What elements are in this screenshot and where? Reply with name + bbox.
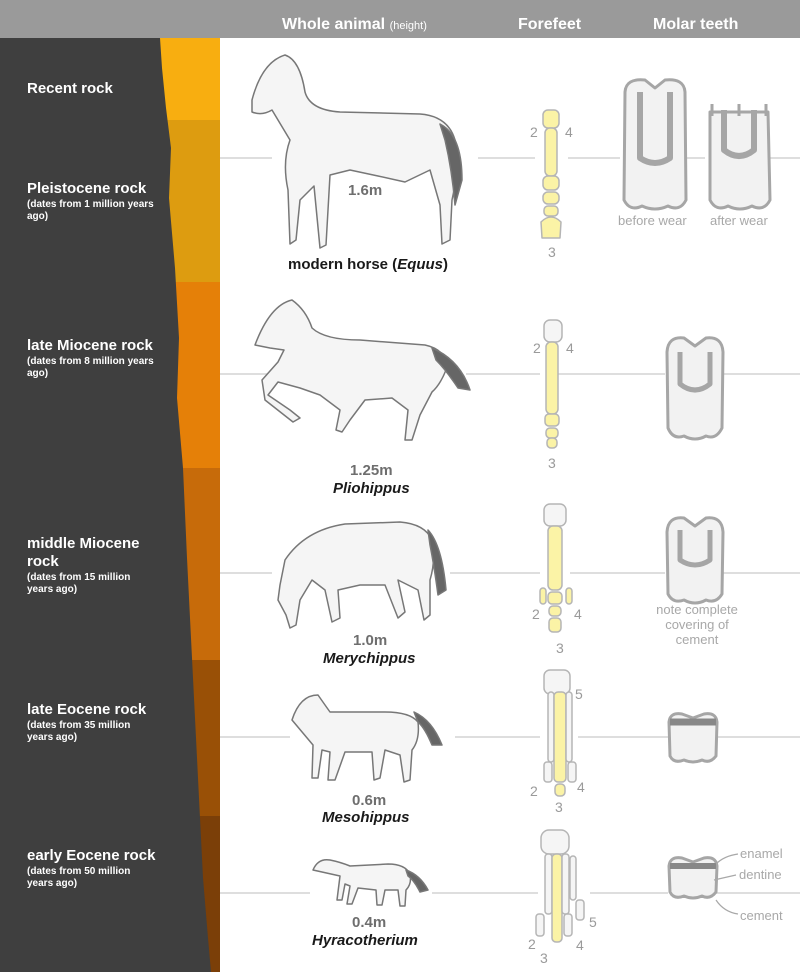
digit-label: 4 bbox=[574, 606, 582, 622]
horse-equus-drawing bbox=[252, 55, 462, 248]
height-mesohippus: 0.6m bbox=[352, 792, 387, 809]
digit-label: 2 bbox=[533, 340, 541, 356]
molar-equus-before-wear bbox=[624, 80, 686, 209]
digit-label: 4 bbox=[566, 340, 574, 356]
fossil-drawings bbox=[220, 38, 800, 972]
species-pliohippus: Pliohippus bbox=[333, 480, 410, 497]
note-cement: cement bbox=[740, 908, 783, 923]
forefoot-pliohippus-bones bbox=[544, 320, 562, 448]
species-mesohippus: Mesohippus bbox=[322, 809, 410, 826]
note-dentine: dentine bbox=[739, 867, 782, 882]
rock-label-pleistocene: Pleistocene rock (dates from 1 million years ago) bbox=[27, 180, 154, 222]
note-after-wear: after wear bbox=[710, 213, 768, 228]
molar-hyracotherium bbox=[669, 858, 717, 898]
note-enamel: enamel bbox=[740, 846, 783, 861]
rock-label-middle-miocene: middle Miocene rock (dates from 15 million years ago) bbox=[27, 535, 140, 595]
digit-label: 4 bbox=[576, 937, 584, 953]
forefoot-hyracotherium-bones bbox=[536, 830, 584, 942]
note-before-wear: before wear bbox=[618, 213, 687, 228]
digit-label: 2 bbox=[528, 936, 536, 952]
digit-label: 3 bbox=[540, 950, 548, 966]
molar-pliohippus bbox=[667, 338, 723, 439]
forefoot-equus-bones bbox=[541, 110, 561, 238]
species-equus: modern horse (Equus) bbox=[288, 256, 449, 273]
species-merychippus: Merychippus bbox=[323, 650, 416, 667]
digit-label: 5 bbox=[575, 686, 583, 702]
forefoot-merychippus-bones bbox=[540, 504, 572, 632]
molar-merychippus bbox=[667, 518, 723, 603]
horse-hyracotherium-drawing bbox=[313, 860, 428, 906]
forefoot-mesohippus-bones bbox=[544, 670, 576, 796]
header-whole-animal: Whole animal (height) bbox=[282, 16, 427, 33]
note-cement-covering: note complete covering of cement bbox=[656, 602, 738, 647]
rock-label-late-miocene: late Miocene rock (dates from 8 million years ago) bbox=[27, 337, 154, 379]
horse-pliohippus-drawing bbox=[255, 300, 470, 440]
molar-equus-after-wear bbox=[710, 104, 770, 209]
digit-label: 2 bbox=[532, 606, 540, 622]
rock-label-recent: Recent rock bbox=[27, 80, 113, 97]
digit-label: 4 bbox=[565, 124, 573, 140]
height-merychippus: 1.0m bbox=[353, 632, 388, 649]
horse-merychippus-drawing bbox=[278, 522, 446, 628]
rock-label-late-eocene: late Eocene rock (dates from 35 million years ago) bbox=[27, 701, 147, 743]
species-hyracotherium: Hyracotherium bbox=[312, 932, 418, 949]
digit-label: 2 bbox=[530, 124, 538, 140]
digit-label: 5 bbox=[589, 914, 597, 930]
digit-label: 3 bbox=[556, 640, 564, 656]
rock-strata-column bbox=[0, 38, 220, 972]
digit-label: 4 bbox=[577, 779, 585, 795]
digit-label: 3 bbox=[548, 455, 556, 471]
digit-label: 3 bbox=[555, 799, 563, 815]
rock-label-early-eocene: early Eocene rock (dates from 50 million years ago) bbox=[27, 847, 156, 889]
height-equus: 1.6m bbox=[348, 182, 383, 199]
digit-label: 2 bbox=[530, 783, 538, 799]
digit-label: 3 bbox=[548, 244, 556, 260]
height-hyracotherium: 0.4m bbox=[352, 914, 387, 931]
horse-mesohippus-drawing bbox=[292, 695, 442, 782]
height-pliohippus: 1.25m bbox=[350, 462, 393, 479]
header-forefeet: Forefeet bbox=[518, 16, 582, 33]
header-molar-teeth: Molar teeth bbox=[653, 16, 739, 33]
column-header-bar bbox=[0, 0, 800, 38]
molar-mesohippus bbox=[669, 714, 717, 762]
